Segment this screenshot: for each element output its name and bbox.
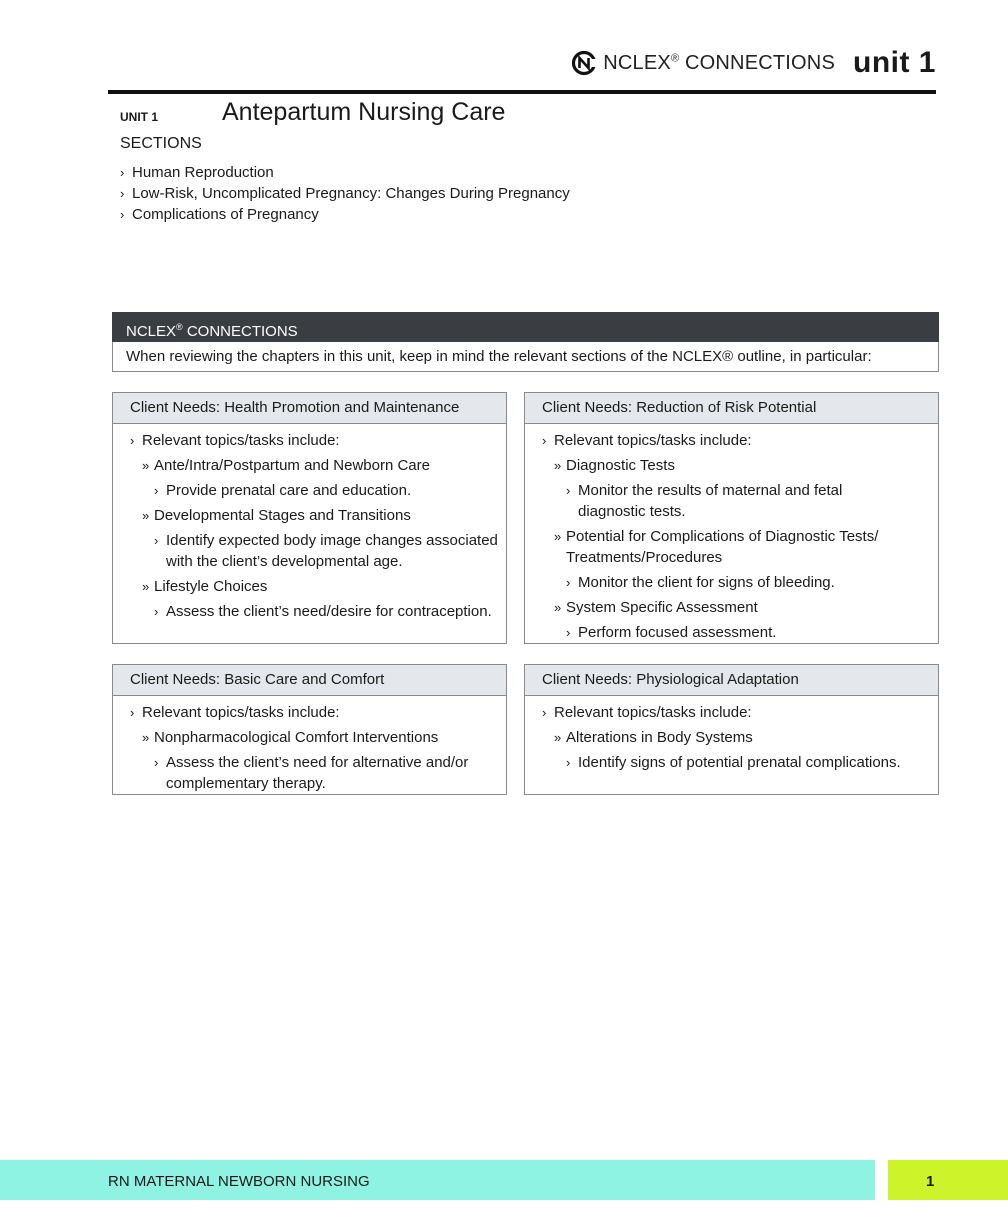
double-chevron-icon: » xyxy=(142,730,150,745)
nclex-connections-banner: NCLEX® CONNECTIONS xyxy=(112,312,939,342)
list-item: › Relevant topics/tasks include: xyxy=(130,432,340,449)
nclex-logo-icon xyxy=(571,50,597,76)
list-item: › Relevant topics/tasks include: xyxy=(542,432,752,449)
list-item: » Lifestyle Choices xyxy=(142,578,268,595)
footer-book-title: RN MATERNAL NEWBORN NURSING xyxy=(0,1160,875,1200)
brand-text: NCLEX® CONNECTIONS xyxy=(603,51,835,74)
list-item: › Assess the client’s need/desire for contraception. xyxy=(154,603,492,620)
double-chevron-icon: » xyxy=(554,730,562,745)
list-item: » Nonpharmacological Comfort Interventions xyxy=(142,729,439,746)
double-chevron-icon: » xyxy=(554,458,562,473)
double-chevron-icon: » xyxy=(554,529,562,544)
double-chevron-icon: » xyxy=(142,458,150,473)
chevron-right-icon: › xyxy=(566,483,571,498)
section-item[interactable]: › Human Reproduction xyxy=(120,164,274,181)
chevron-right-icon: › xyxy=(120,207,125,222)
section-item[interactable]: › Complications of Pregnancy xyxy=(120,206,319,223)
box-physiological-adaptation xyxy=(524,664,939,795)
chevron-right-icon: › xyxy=(542,705,547,720)
chevron-right-icon: › xyxy=(154,755,159,770)
chevron-right-icon: › xyxy=(154,604,159,619)
sections-list xyxy=(120,162,570,225)
list-item: » Ante/Intra/Postpartum and Newborn Care xyxy=(142,457,430,474)
list-item: » Alterations in Body Systems xyxy=(554,729,753,746)
list-item: » Potential for Complications of Diagnostic Tests/ Treatments/Procedures xyxy=(554,528,879,566)
chevron-right-icon: › xyxy=(566,755,571,770)
header-rule xyxy=(108,90,936,94)
chevron-right-icon: › xyxy=(154,483,159,498)
list-item: › Monitor the results of maternal and fetal diagnostic tests. xyxy=(566,482,843,520)
list-item: » System Specific Assessment xyxy=(554,599,758,616)
list-item: » Diagnostic Tests xyxy=(554,457,675,474)
list-item: › Provide prenatal care and education. xyxy=(154,482,412,499)
chevron-right-icon: › xyxy=(566,575,571,590)
chevron-right-icon: › xyxy=(154,533,159,548)
chevron-right-icon: › xyxy=(566,625,571,640)
unit-badge: unit 1 xyxy=(853,46,936,79)
box-title: Client Needs: Basic Care and Comfort xyxy=(113,665,506,696)
box-basic-care-comfort xyxy=(112,664,507,795)
double-chevron-icon: » xyxy=(554,600,562,615)
box-reduction-of-risk xyxy=(524,392,939,644)
list-item: › Assess the client’s need for alternative and/or complementary therapy. xyxy=(154,754,469,792)
section-item[interactable]: › Low-Risk, Uncomplicated Pregnancy: Changes During Pregnancy xyxy=(120,185,570,202)
nclex-connections-intro: When reviewing the chapters in this unit, keep in mind the relevant sections of the NCLEX® outline, in particular: xyxy=(112,342,939,372)
box-title: Client Needs: Health Promotion and Maintenance xyxy=(113,393,506,424)
footer-page-number: 1 xyxy=(888,1160,1008,1200)
unit-title: Antepartum Nursing Care xyxy=(222,98,506,126)
unit-label: UNIT 1 xyxy=(120,110,159,124)
box-health-promotion xyxy=(112,392,507,644)
list-item: › Relevant topics/tasks include: xyxy=(130,704,340,721)
list-item: › Identify signs of potential prenatal complications. xyxy=(566,754,901,771)
chevron-right-icon: › xyxy=(542,433,547,448)
chevron-right-icon: › xyxy=(120,165,125,180)
chevron-right-icon: › xyxy=(130,433,135,448)
double-chevron-icon: » xyxy=(142,579,150,594)
header-brand xyxy=(571,46,936,80)
list-item: › Perform focused assessment. xyxy=(566,624,777,641)
double-chevron-icon: » xyxy=(142,508,150,523)
box-title: Client Needs: Physiological Adaptation xyxy=(525,665,938,696)
chevron-right-icon: › xyxy=(130,705,135,720)
sections-title: SECTIONS xyxy=(120,135,202,152)
list-item: › Identify expected body image changes associated with the client’s developmental age. xyxy=(154,532,498,570)
chevron-right-icon: › xyxy=(120,186,125,201)
box-title: Client Needs: Reduction of Risk Potential xyxy=(525,393,938,424)
list-item: › Relevant topics/tasks include: xyxy=(542,704,752,721)
list-item: › Monitor the client for signs of bleeding. xyxy=(566,574,835,591)
list-item: » Developmental Stages and Transitions xyxy=(142,507,411,524)
